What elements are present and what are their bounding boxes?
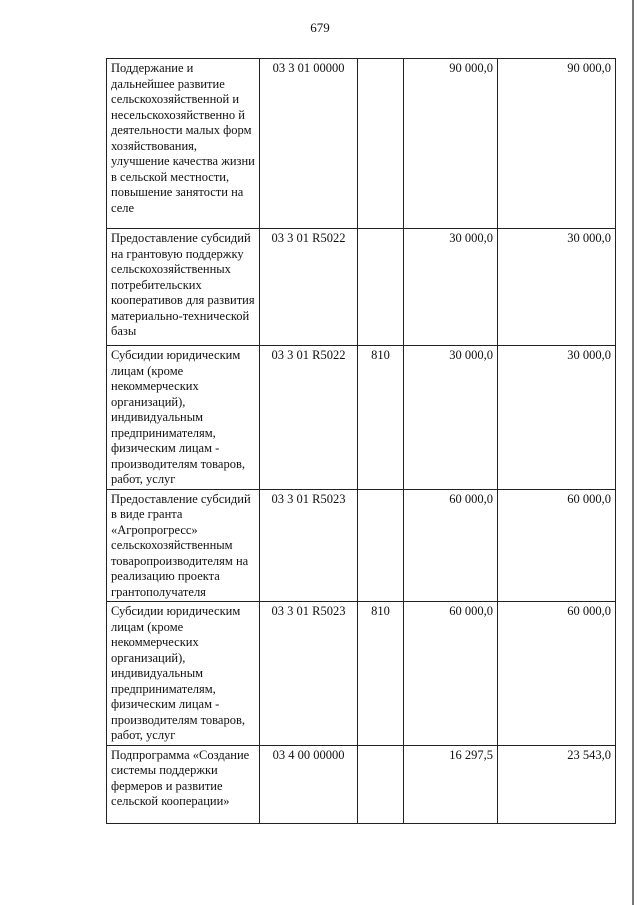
row-value1-cell: 90 000,0 (404, 59, 498, 229)
table-row (107, 346, 616, 490)
page-number: 679 (310, 20, 330, 35)
row-expense-type-cell: 810 (358, 346, 404, 490)
row-value2-cell: 60 000,0 (498, 602, 616, 746)
row-code-cell: 03 3 01 R5023 (260, 602, 358, 746)
row-value1-cell: 30 000,0 (404, 346, 498, 490)
row-code-cell: 03 3 01 R5023 (260, 489, 358, 602)
row-expense-type-cell (358, 229, 404, 346)
row-value1-cell: 60 000,0 (404, 489, 498, 602)
row-name-cell: Предоставление субсидий в виде гранта «Агропрогресс» сельскохозяйственным товаропроизводителям на реализацию проекта грантополучателя (107, 489, 260, 602)
row-value2-cell: 60 000,0 (498, 489, 616, 602)
row-name-cell: Подпрограмма «Создание системы поддержки фермеров и развитие сельской кооперации» (107, 745, 260, 823)
row-name-cell: Предоставление субсидий на грантовую поддержку сельскохозяйственных потребительских кооперативов для развития материально-технической базы (107, 229, 260, 346)
row-expense-type-cell (358, 489, 404, 602)
row-code-cell: 03 4 00 00000 (260, 745, 358, 823)
budget-table (106, 58, 616, 824)
row-value2-cell: 30 000,0 (498, 346, 616, 490)
row-value2-cell: 90 000,0 (498, 59, 616, 229)
row-code-cell: 03 3 01 R5022 (260, 229, 358, 346)
table-row (107, 745, 616, 823)
table-row (107, 602, 616, 746)
row-name-cell: Субсидии юридическим лицам (кроме некоммерческих организаций), индивидуальным предпринимателям, физическим лицам - производителям товаров, работ, услуг (107, 346, 260, 490)
table-row (107, 59, 616, 229)
row-expense-type-cell: 810 (358, 602, 404, 746)
table-row (107, 229, 616, 346)
row-value1-cell: 60 000,0 (404, 602, 498, 746)
row-value2-cell: 23 543,0 (498, 745, 616, 823)
row-name-cell: Поддержание и дальнейшее развитие сельскохозяйственной и несельскохозяйственно й деятельности малых форм хозяйствования, улучшение качества жизни в сельской местности, повышение занятости на селе (107, 59, 260, 229)
row-name-cell: Субсидии юридическим лицам (кроме некоммерческих организаций), индивидуальным предпринимателям, физическим лицам - производителям товаров, работ, услуг (107, 602, 260, 746)
row-expense-type-cell (358, 745, 404, 823)
row-value1-cell: 30 000,0 (404, 229, 498, 346)
row-value2-cell: 30 000,0 (498, 229, 616, 346)
table-row (107, 489, 616, 602)
row-value1-cell: 16 297,5 (404, 745, 498, 823)
row-expense-type-cell (358, 59, 404, 229)
row-code-cell: 03 3 01 00000 (260, 59, 358, 229)
budget-table-body (107, 59, 616, 824)
row-code-cell: 03 3 01 R5022 (260, 346, 358, 490)
page-edge (632, 0, 634, 905)
